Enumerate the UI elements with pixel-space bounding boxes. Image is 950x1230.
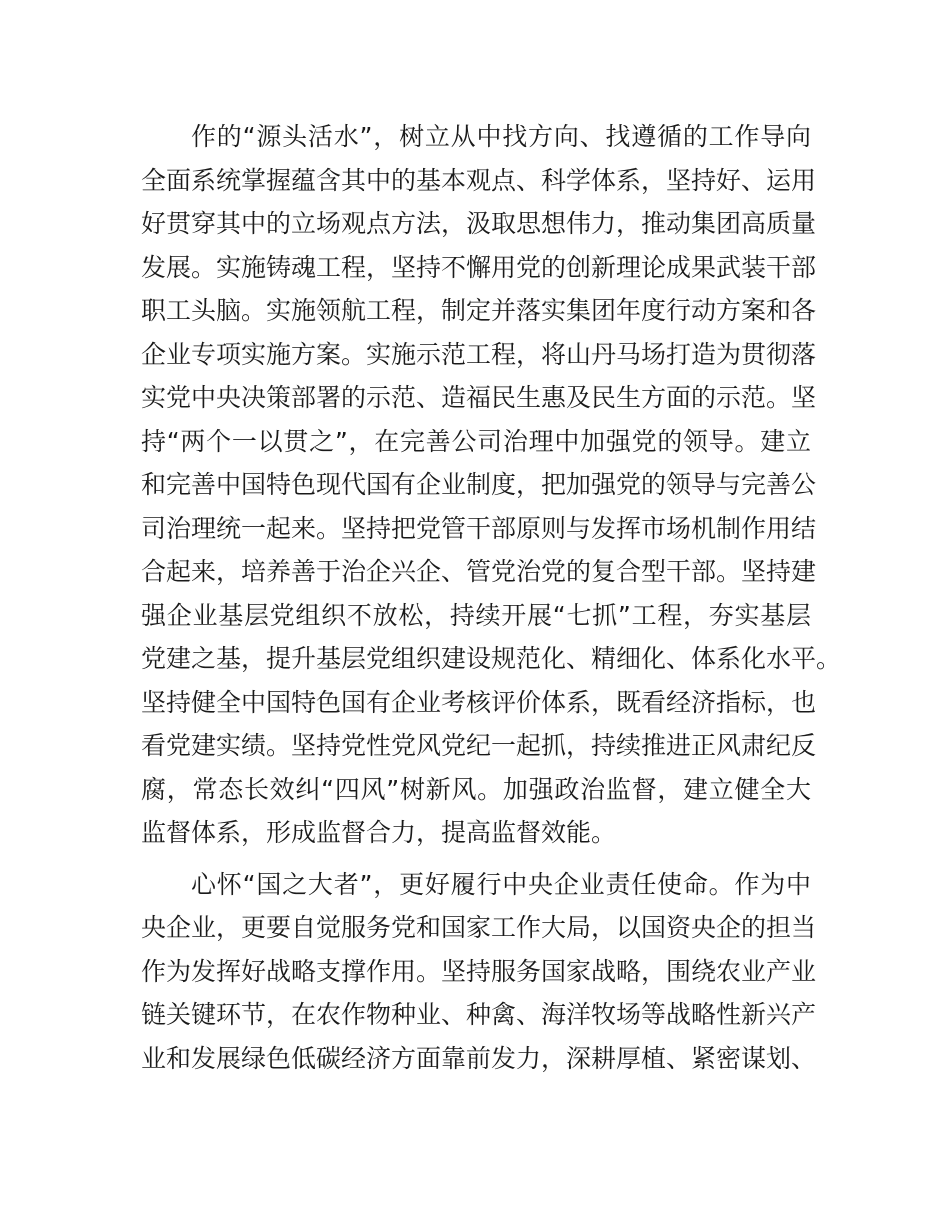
text-line: 党建之基，提升基层党组织建设规范化、精细化、体系化水平。 (141, 644, 842, 673)
text-line: 央企业，更要自觉服务党和国家工作大局，以国资央企的担当 (141, 913, 817, 942)
text-line: 持“两个一以贯之”，在完善公司治理中加强党的领导。建立 (141, 426, 811, 456)
text-line: 发展。实施铸魂工程，坚持不懈用党的创新理论成果武装干部 (141, 252, 817, 282)
text-line: 全面系统掌握蕴含其中的基本观点、科学体系，坚持好、运用 (141, 165, 817, 195)
text-line: 看党建实绩。坚持党性党风党纪一起抓，持续推进正风肃纪反 (141, 731, 817, 760)
text-line: 腐，常态长效纠“四风”树新风。加强政治监督，建立健全大 (141, 774, 811, 804)
text-line: 作为发挥好战略支撑作用。坚持服务国家战略，围绕农业产业 (141, 956, 817, 986)
text-line: 司治理统一起来。坚持把党管干部原则与发挥市场机制作用结 (141, 513, 817, 543)
text-line: 心怀“国之大者”，更好履行中央企业责任使命。作为中 (191, 869, 811, 899)
text-line: 合起来，培养善于治企兴企、管党治党的复合型干部。坚持建 (141, 557, 817, 586)
text-line: 好贯穿其中的立场观点方法，汲取思想伟力，推动集团高质量 (141, 209, 817, 238)
text-line: 职工头脑。实施领航工程，制定并落实集团年度行动方案和各 (141, 296, 817, 325)
text-line: 实党中央决策部署的示范、造福民生惠及民生方面的示范。坚 (141, 383, 817, 412)
text-line: 业和发展绿色低碳经济方面靠前发力，深耕厚植、紧密谋划、 (141, 1043, 817, 1073)
text-line: 坚持健全中国特色国有企业考核评价体系，既看经济指标，也 (141, 687, 817, 717)
paragraph-2 (141, 863, 817, 1081)
text-line: 作的“源头活水”，树立从中找方向、找遵循的工作导向 (191, 122, 811, 151)
text-line: 强企业基层党组织不放松，持续开展“七抓”工程，夯实基层 (141, 600, 811, 630)
text-line: 企业专项实施方案。实施示范工程，将山丹马场打造为贯彻落 (141, 339, 817, 369)
paragraph-1 (141, 115, 842, 855)
text-line: 链关键环节，在农作物种业、种禽、海洋牧场等战略性新兴产 (141, 1000, 817, 1029)
text-line: 和完善中国特色现代国有企业制度，把加强党的领导与完善公 (141, 470, 817, 499)
paragraph-spacer (141, 855, 811, 863)
text-line: 监督体系，形成监督合力，提高监督效能。 (141, 818, 617, 847)
document-body (141, 115, 842, 1080)
